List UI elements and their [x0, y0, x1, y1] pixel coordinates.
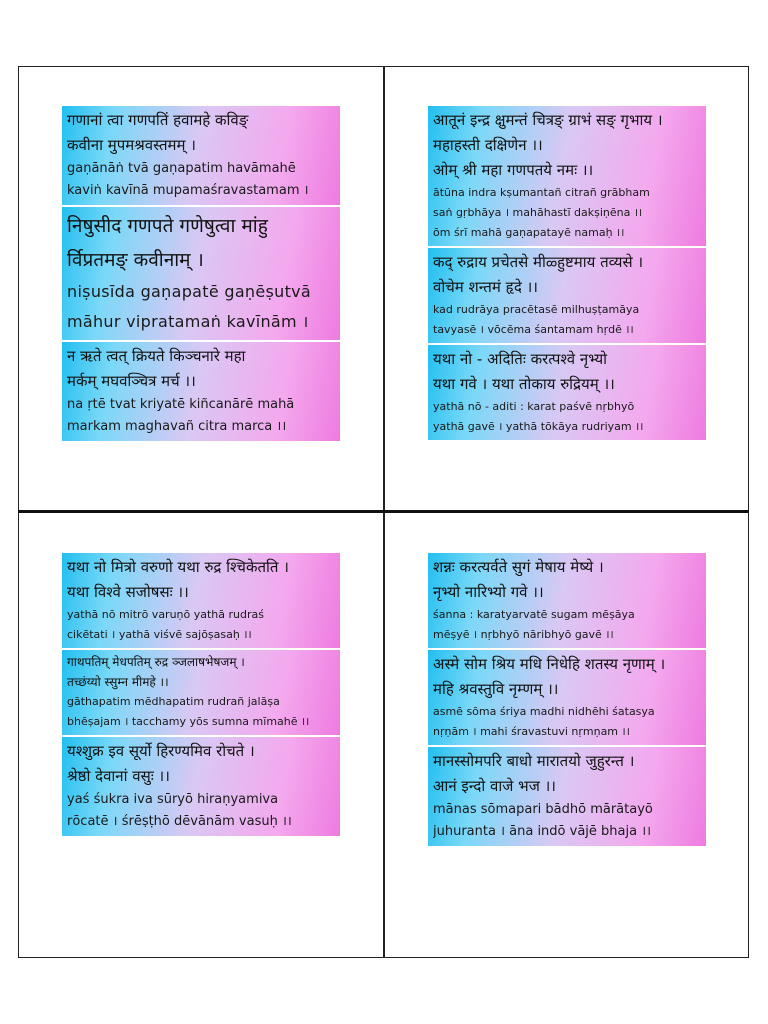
- transliteration-line: asmē sōma śriya madhi nidhēhi śatasya: [433, 705, 655, 718]
- quadrant-bottom-right: [428, 553, 706, 848]
- devanagari-line: आतूनं इन्द्र क्षुमन्तं चित्रङ् ग्राभं सङ् गृभाय ।: [433, 111, 663, 129]
- transliteration-line: niṣusīda gaṇapatē gaṇēṣutvā: [67, 282, 312, 301]
- devanagari-line: कवीना मुपमश्रवस्तमम् ।: [67, 136, 196, 154]
- verse-block: [62, 207, 340, 340]
- transliteration-line: nṛṇām । mahi śravastuvi nṛmṇam ।।: [433, 725, 630, 738]
- transliteration-line: yathā gavē । yathā tōkāya rudriyam ।।: [433, 420, 644, 433]
- transliteration-line: gaṇānāṅ tvā gaṇapatim havāmahē: [67, 161, 296, 176]
- transliteration-line: na ṛtē tvat kriyatē kiñcanārē mahā: [67, 397, 295, 412]
- transliteration-line: yathā nō - aditi : karat paśvē nṛbhyō: [433, 400, 635, 413]
- devanagari-line: महाहस्ती दक्षिणेन ।।: [433, 136, 543, 154]
- verse-block: [428, 345, 706, 440]
- transliteration-line: juhuranta । āna indō vājē bhaja ।।: [433, 824, 652, 839]
- devanagari-line: यथा विश्वे सजोषसः ।।: [67, 583, 189, 601]
- transliteration-line: śanna : karatyarvatē sugam mēṣāya: [433, 608, 635, 621]
- verse-block: [62, 342, 340, 441]
- verse-block: [62, 553, 340, 648]
- transliteration-line: yathā nō mitrō varuṇō yathā rudraś: [67, 608, 264, 621]
- devanagari-line: नृभ्यो नारिभ्यो गवे ।।: [433, 583, 544, 601]
- transliteration-line: gāthapatim mēdhapatim rudrañ jalāṣa: [67, 695, 280, 708]
- transliteration-line: kad rudrāya pracētasē milhuṣṭamāya: [433, 303, 640, 316]
- transliteration-line: cikētati । yathā viśvē sajōṣasaḥ ।।: [67, 628, 252, 641]
- devanagari-line: यथा गवे । यथा तोकाय रुद्रियम् ।।: [433, 375, 615, 393]
- devanagari-line: श्रेष्ठो देवानां वसुः ।।: [67, 767, 170, 785]
- transliteration-line: markam maghavañ citra marca ।।: [67, 419, 287, 434]
- devanagari-line: ओम् श्री महा गणपतये नमः ।।: [433, 161, 594, 179]
- devanagari-line: आनं इन्दो वाजे भज ।।: [433, 777, 556, 795]
- transliteration-line: mānas sōmapari bādhō mārātayō: [433, 802, 653, 817]
- devanagari-line: मर्कम् मघवञ्चित्र मर्च ।।: [67, 372, 196, 390]
- transliteration-line: tavyasē । vōcēma śantamam hṛdē ।।: [433, 323, 634, 336]
- transliteration-line: kaviṅ kavīnā mupamaśravastamam ।: [67, 183, 309, 198]
- devanagari-line: कद् रुद्राय प्रचेतसे मीळ्हुष्टमाय तव्यसे ।: [433, 253, 644, 271]
- verse-block: [428, 747, 706, 846]
- transliteration-line: yaś śukra iva sūryō hiraṇyamiva: [67, 792, 279, 807]
- quadrant-top-left: [62, 106, 340, 443]
- quadrant-top-right: [428, 106, 706, 442]
- devanagari-line: अस्मे सोम श्रिय मधि निधेहि शतस्य नृणाम् ।: [433, 655, 666, 673]
- transliteration-line: ātūna indra kṣumantañ citrañ grābham: [433, 186, 650, 199]
- devanagari-line: तच्छंय्यो स्सुम्न मीमहे ।।: [67, 675, 169, 689]
- verse-block: [428, 248, 706, 343]
- devanagari-line: यश्शुक्र इव सूर्यो हिरण्यमिव रोचते ।: [67, 742, 255, 760]
- devanagari-line: गणानां त्वा गणपतिं हवामहे कविङ्: [67, 111, 249, 129]
- transliteration-line: saṅ gṛbhāya । mahāhastī dakṣiṇēna ।।: [433, 206, 643, 219]
- transliteration-line: rōcatē । śrēṣṭhō dēvānām vasuḥ ।।: [67, 814, 292, 829]
- quadrant-bottom-left: [62, 553, 340, 838]
- devanagari-line: र्विप्रतमङ् कवीनाम् ।: [67, 249, 204, 271]
- devanagari-line: वोचेम शन्तमं हृदे ।।: [433, 278, 538, 296]
- verse-block: [428, 106, 706, 246]
- devanagari-line: यथा नो - अदितिः करत्पश्वे नृभ्यो: [433, 350, 608, 368]
- devanagari-line: महि श्रवस्तुवि नृम्णम् ।।: [433, 680, 559, 698]
- verse-block: [428, 650, 706, 745]
- verse-block: [62, 106, 340, 205]
- devanagari-line: गाथपतिम् मेधपतिम् रुद्र ञ्जलाषभेषजम् ।: [67, 655, 245, 669]
- verse-block: [62, 737, 340, 836]
- horizontal-divider: [18, 510, 749, 513]
- transliteration-line: ōm śrī mahā gaṇapatayē namaḥ ।।: [433, 226, 625, 239]
- devanagari-line: मानस्सोमपरि बाधो मारातयो जुहुरन्त ।: [433, 752, 635, 770]
- verse-block: [428, 553, 706, 648]
- transliteration-line: māhur vipratamaṅ kavīnām ।: [67, 312, 309, 331]
- devanagari-line: निषुसीद गणपते गणेषुत्वा मांहु: [67, 215, 268, 237]
- verse-block: [62, 650, 340, 735]
- devanagari-line: यथा नो मित्रो वरुणो यथा रुद्र श्चिकेतति ।: [67, 558, 289, 576]
- transliteration-line: mēṣyē । nṛbhyō nāribhyō gavē ।।: [433, 628, 614, 641]
- transliteration-line: bhēṣajam । tacchamy yōs sumna mīmahē ।।: [67, 715, 310, 728]
- devanagari-line: न ऋते त्वत् क्रियते किञ्चनारे महा: [67, 347, 246, 365]
- devanagari-line: शन्नः करत्यर्वते सुगं मेषाय मेष्ये ।: [433, 558, 604, 576]
